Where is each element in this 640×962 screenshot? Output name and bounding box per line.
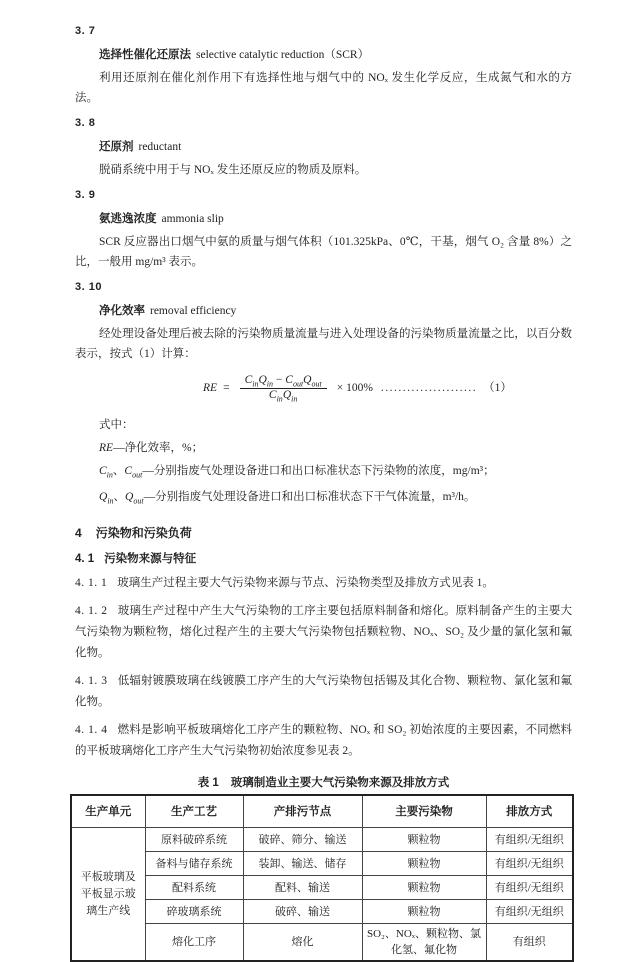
fraction-numerator: $C_{in}Q_{in} - C_{out}Q_{out}$ [240, 374, 327, 389]
formula-dot-leader: ...................... [380, 381, 478, 394]
clause-4-1-1: 4. 1. 1 玻璃生产过程主要大气污染物来源与节点、污染物类型及排放方式见表 1。 [75, 577, 494, 590]
cell-process: 碎玻璃系统 [145, 900, 243, 924]
cell-mode: 有组织/无组织 [486, 900, 573, 924]
term-definition: SCR 反应器出口烟气中氨的质量与烟气体积（101.325kPa、0℃，干基，烟气 O₂ 含量 8%）之比，一般用 mg/m³ 表示。 [75, 236, 572, 268]
formula-removal-efficiency [75, 374, 572, 404]
cell-node: 配料、输送 [243, 876, 362, 900]
term-name-zh: 还原剂 [99, 141, 134, 153]
section-4-1-heading: 4. 1 污染物来源与特征 [75, 553, 197, 566]
cell-mode: 有组织 [486, 924, 573, 962]
table-row [71, 900, 573, 924]
equals-sign: = [223, 381, 230, 394]
cell-node: 熔化 [243, 924, 362, 962]
where-c-line: $C_{in}$、$C_{out}—$分别指废气处理设备进口和出口标准状态下污染物的浓度，mg/m³； [99, 464, 495, 480]
term-heading-3-7 [75, 46, 572, 62]
term-name-en: selective catalytic reduction（SCR） [196, 49, 370, 61]
cell-mode: 有组织/无组织 [486, 876, 573, 900]
term-definition: 利用还原剂在催化剂作用下有选择性地与烟气中的 NOₓ 发生化学反应，生成氮气和水的方法。 [75, 72, 572, 104]
fraction-denominator: $C_{in}Q_{in}$ [268, 388, 298, 404]
where-intro: 式中： [99, 418, 134, 431]
cell-node: 破碎、筛分、输送 [243, 828, 362, 852]
cell-node: 破碎、输送 [243, 900, 362, 924]
where-re-line: RE—净化效率，%； [99, 441, 204, 454]
term-heading-3-9 [75, 210, 572, 226]
cell-pollutants: 颗粒物 [362, 828, 486, 852]
cell-production-unit: 平板玻璃及平板显示玻璃生产线 [71, 828, 145, 962]
times-100-percent: × 100% [336, 381, 373, 394]
where-q-line: $Q_{in}$、$Q_{out}—$分别指废气处理设备进口和出口标准状态下干气体流量，m³/h。 [99, 491, 476, 506]
minus-sign: − [275, 374, 283, 386]
term-definition: 脱硝系统中用于与 NOₓ 发生还原反应的物质及原料。 [99, 164, 367, 176]
cell-pollutants: 颗粒物 [362, 876, 486, 900]
header-emission-node: 产排污节点 [243, 795, 362, 828]
table-row [71, 876, 573, 900]
cell-node: 装卸、输送、储存 [243, 852, 362, 876]
table-1 [70, 794, 574, 962]
term-name-zh: 选择性催化还原法 [99, 49, 191, 61]
table-row [71, 852, 573, 876]
cell-pollutants: 颗粒物 [362, 900, 486, 924]
clause-4-1-2: 4. 1. 2 玻璃生产过程中产生大气污染物的工序主要包括原料制备和熔化。原料制备产生的主要大气污染物为颗粒物，熔化过程产生的主要大气污染物包括颗粒物、NOₓ、SO₂ 及少量的氯化氢和氟化物。 [75, 605, 573, 660]
clause-4-1-4: 4. 1. 4 燃料是影响平板玻璃熔化工序产生的颗粒物、NOₓ 和 SO₂ 初始浓度的主要因素，不同燃料的平板玻璃熔化工序产生大气污染物初始浓度参见表 2。 [75, 724, 572, 758]
formula-number: （1） [483, 381, 512, 394]
clause-number-3-8: 3. 8 [75, 117, 96, 129]
term-heading-3-8 [75, 138, 572, 154]
formula-lhs: RE [203, 381, 218, 394]
cell-process: 原料破碎系统 [145, 828, 243, 852]
cell-mode: 有组织/无组织 [486, 828, 573, 852]
clause-number-3-7: 3. 7 [75, 25, 96, 37]
header-production-unit: 生产单元 [71, 795, 145, 828]
formula-where-block [75, 414, 572, 513]
fraction [240, 374, 327, 404]
cell-process: 熔化工序 [145, 924, 243, 962]
clause-number-3-10: 3. 10 [75, 281, 102, 293]
clause-number-3-9: 3. 9 [75, 189, 96, 201]
header-production-process: 生产工艺 [145, 795, 243, 828]
header-main-pollutants: 主要污染物 [362, 795, 486, 828]
term-name-en: removal efficiency [150, 305, 237, 317]
term-heading-3-10 [75, 302, 572, 318]
table-row [71, 924, 573, 962]
table-row [71, 828, 573, 852]
term-name-en: ammonia slip [161, 213, 224, 225]
cell-pollutants: SO₂、NOₓ、颗粒物、氯化氢、氟化物 [362, 924, 486, 962]
term-name-zh: 净化效率 [99, 305, 145, 317]
table-header-row [71, 795, 573, 828]
cell-process: 配料系统 [145, 876, 243, 900]
header-emission-mode: 排放方式 [486, 795, 573, 828]
term-name-zh: 氨逃逸浓度 [99, 213, 157, 225]
clause-4-1-3: 4. 1. 3 低辐射镀膜玻璃在线镀膜工序产生的大气污染物包括锡及其化合物、颗粒物、氯化氢和氟化物。 [75, 675, 573, 709]
section-4-heading: 4 污染物和污染负荷 [75, 526, 192, 541]
cell-pollutants: 颗粒物 [362, 852, 486, 876]
cell-process: 备料与储存系统 [145, 852, 243, 876]
term-name-en: reductant [138, 141, 182, 153]
term-definition: 经处理设备处理后被去除的污染物质量流量与进入处理设备的污染物质量流量之比，以百分数表示，按式（1）计算： [75, 328, 572, 360]
cell-mode: 有组织/无组织 [486, 852, 573, 876]
table-1-caption: 表 1 玻璃制造业主要大气污染物来源及排放方式 [197, 777, 450, 790]
